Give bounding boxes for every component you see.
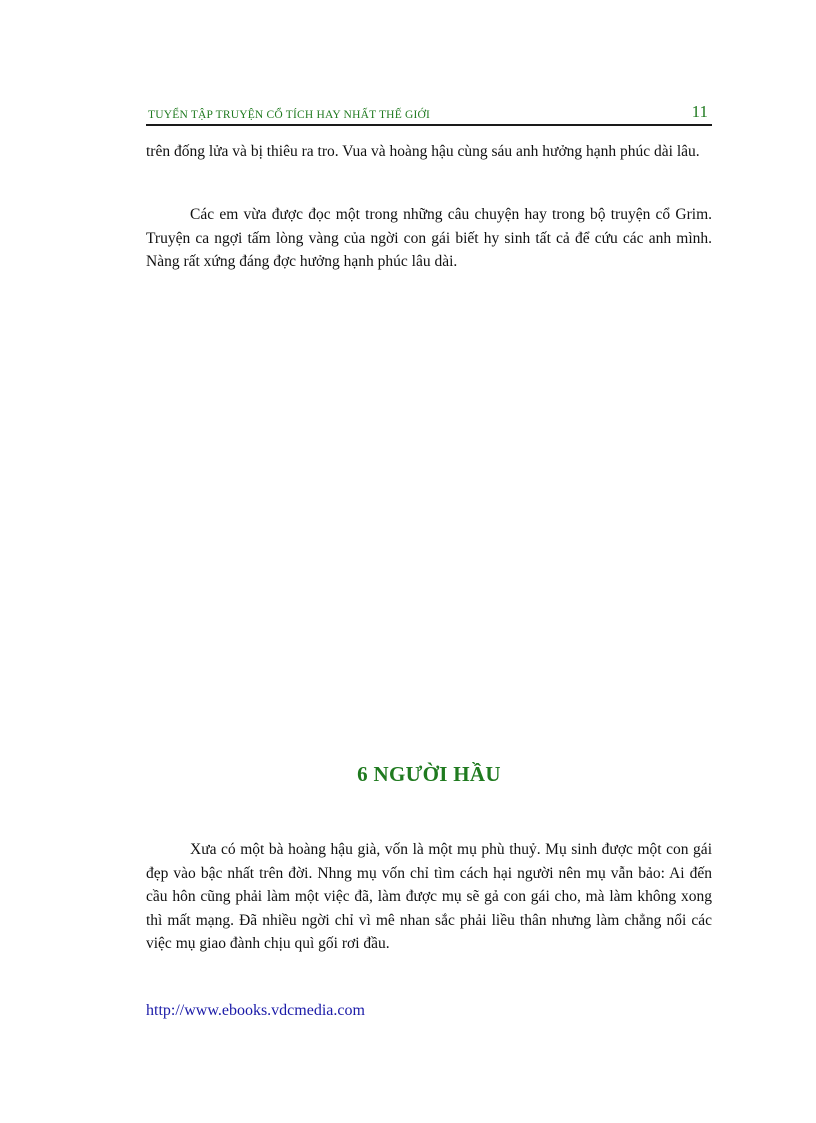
page-number: 11 <box>691 102 708 121</box>
page-header <box>146 100 712 126</box>
paragraph-chapter-opening: Xưa có một bà hoàng hậu già, vốn là một mụ phù thuỷ. Mụ sinh được một con gái đẹp vào bậc nhất trên đời. Nhng mụ vốn chỉ tìm cách hại người nên mụ vẫn bảo: Ai đến cầu hôn cũng phải làm một việc đã, làm được mụ sẽ gả con gái cho, mà làm không xong thì mất mạng. Đã nhiều ngời chỉ vì mê nhan sắc phải liều thân nhưng làm chẳng nổi các việc mụ giao đành chịu quì gối rơi đầu. <box>146 841 712 952</box>
paragraph-story-ending: trên đống lửa và bị thiêu ra tro. Vua và hoàng hậu cùng sáu anh hưởng hạnh phúc dài lâu. <box>146 143 700 160</box>
paragraph-commentary: Các em vừa được đọc một trong những câu chuyện hay trong bộ truyện cổ Grim. Truyện ca ngợi tấm lòng vàng của ngời con gái biết hy sinh tất cả để cứu các anh mình. Nàng rất xứng đáng đợc hưởng hạnh phúc lâu dài. <box>146 206 712 270</box>
chapter-title: 6 NGƯỜI HẦU <box>357 762 501 786</box>
footer-link[interactable]: http://www.ebooks.vdcmedia.com <box>146 1002 365 1019</box>
book-title: TUYỂN TẬP TRUYỆN CỔ TÍCH HAY NHẤT THẾ GIỚI <box>148 109 431 121</box>
